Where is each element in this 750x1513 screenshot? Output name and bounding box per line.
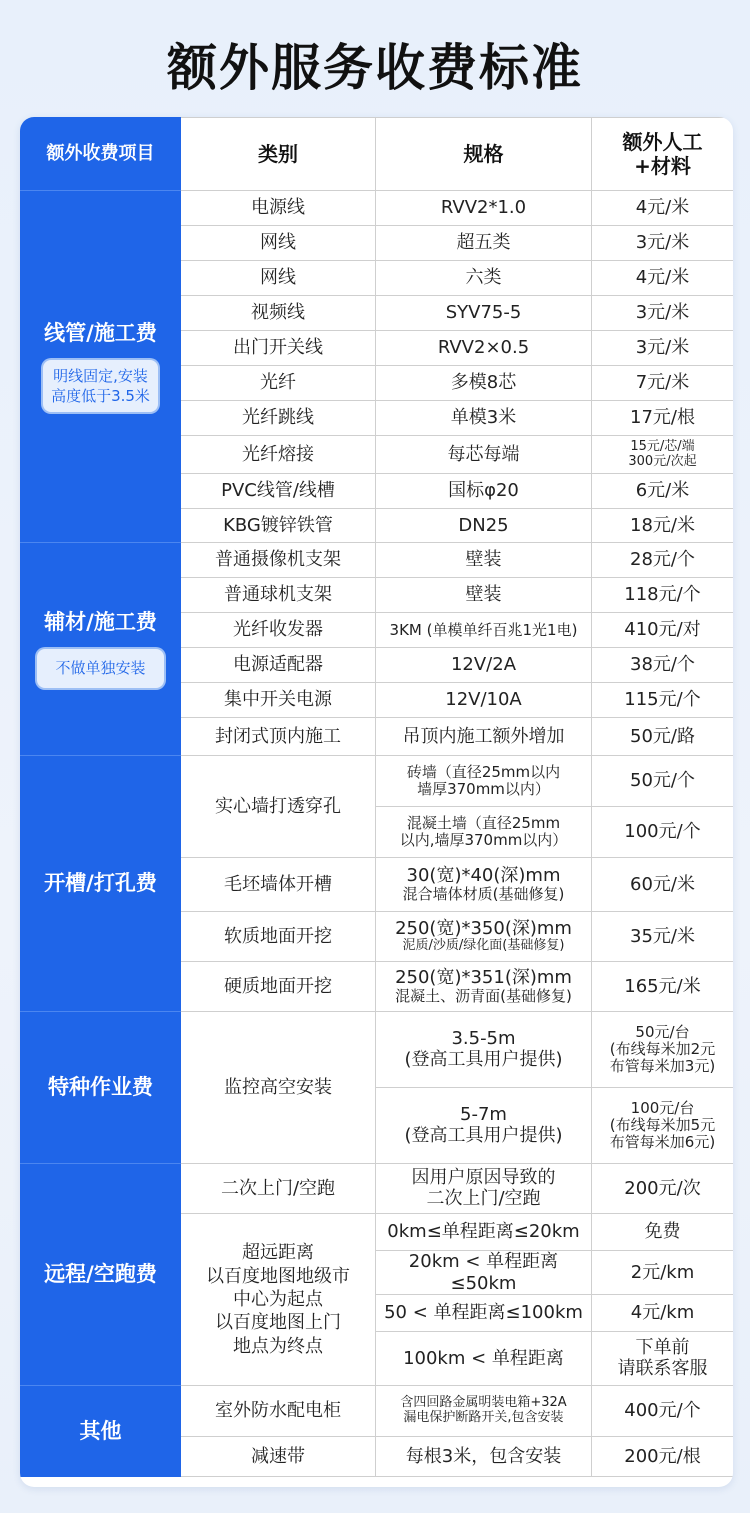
cell-spec: SYV75-5 bbox=[376, 296, 592, 331]
cell-price: 35元/米 bbox=[592, 912, 734, 962]
cell-spec: RVV2×0.5 bbox=[376, 331, 592, 366]
table-header-row bbox=[21, 118, 734, 191]
cell-category: 二次上门/空跑 bbox=[181, 1164, 376, 1214]
cell-spec bbox=[376, 912, 592, 962]
cell-category: 软质地面开挖 bbox=[181, 912, 376, 962]
section-other bbox=[21, 1386, 181, 1477]
fee-table bbox=[20, 117, 733, 1477]
cell-price: 17元/根 bbox=[592, 401, 734, 436]
cell-category: 光纤跳线 bbox=[181, 401, 376, 436]
cell-spec: 20km < 单程距离≤50km bbox=[376, 1251, 592, 1295]
cell-price: 4元/km bbox=[592, 1295, 734, 1332]
cell-spec: 每根3米，包含安装 bbox=[376, 1437, 592, 1477]
cell-spec bbox=[376, 858, 592, 912]
spec-sub: 混凝土、沥青面(基础修复) bbox=[395, 987, 572, 1006]
cell-price: 7元/米 bbox=[592, 366, 734, 401]
cell-spec: 0km≤单程距离≤20km bbox=[376, 1214, 592, 1251]
cell-price: 4元/米 bbox=[592, 261, 734, 296]
cell-price: 3元/米 bbox=[592, 296, 734, 331]
cell-price: 400元/个 bbox=[592, 1386, 734, 1437]
cell-spec: 12V/2A bbox=[376, 648, 592, 683]
cell-category: 集中开关电源 bbox=[181, 683, 376, 718]
table-row bbox=[21, 543, 734, 578]
cell-price: 50元/路 bbox=[592, 718, 734, 756]
table-row bbox=[21, 1386, 734, 1437]
cell-spec: 超五类 bbox=[376, 226, 592, 261]
section-note: 不做单独安装 bbox=[37, 649, 163, 687]
cell-price: 200元/次 bbox=[592, 1164, 734, 1214]
cell-category: 光纤 bbox=[181, 366, 376, 401]
spec-main: 30(宽)*40(深)mm bbox=[406, 864, 561, 886]
cell-category: 普通球机支架 bbox=[181, 578, 376, 613]
cell-price: 410元/对 bbox=[592, 613, 734, 648]
cell-spec: 多模8芯 bbox=[376, 366, 592, 401]
page-title: 额外服务收费标准 bbox=[167, 39, 583, 97]
cell-price: 3元/米 bbox=[592, 331, 734, 366]
cell-spec: 混凝土墙（直径25mm 以内,墙厚370mm以内） bbox=[376, 807, 592, 858]
cell-category: 毛坯墙体开槽 bbox=[181, 858, 376, 912]
section-name: 线管/施工费 bbox=[44, 320, 157, 345]
cell-category: 减速带 bbox=[181, 1437, 376, 1477]
cell-category: 网线 bbox=[181, 226, 376, 261]
cell-price: 38元/个 bbox=[592, 648, 734, 683]
cell-price: 免费 bbox=[592, 1214, 734, 1251]
section-special bbox=[21, 1012, 181, 1164]
fee-table-card bbox=[20, 117, 733, 1487]
cell-price: 4元/米 bbox=[592, 191, 734, 226]
cell-category: 监控高空安装 bbox=[181, 1012, 376, 1164]
spec-sub: 泥质/沙质/绿化面(基础修复) bbox=[402, 938, 565, 954]
cell-spec: 砖墙（直径25mm以内 墙厚370mm以内） bbox=[376, 756, 592, 807]
header-spec: 规格 bbox=[376, 118, 592, 191]
section-wiring bbox=[21, 191, 181, 543]
table-row bbox=[21, 756, 734, 807]
cell-price: 2元/km bbox=[592, 1251, 734, 1295]
header-category: 类别 bbox=[181, 118, 376, 191]
spec-main: 250(宽)*350(深)mm bbox=[395, 917, 572, 939]
cell-price: 18元/米 bbox=[592, 509, 734, 543]
cell-price: 下单前 请联系客服 bbox=[592, 1332, 734, 1386]
cell-spec: 3KM (单模单纤百兆1光1电) bbox=[376, 613, 592, 648]
cell-price: 60元/米 bbox=[592, 858, 734, 912]
cell-spec: 12V/10A bbox=[376, 683, 592, 718]
cell-spec: 壁装 bbox=[376, 543, 592, 578]
cell-spec: RVV2*1.0 bbox=[376, 191, 592, 226]
cell-category: 室外防水配电柜 bbox=[181, 1386, 376, 1437]
table-row bbox=[21, 191, 734, 226]
section-name: 其他 bbox=[79, 1418, 122, 1443]
cell-spec bbox=[376, 962, 592, 1012]
cell-price: 50元/个 bbox=[592, 756, 734, 807]
cell-category: 普通摄像机支架 bbox=[181, 543, 376, 578]
section-name: 远程/空跑费 bbox=[44, 1262, 157, 1286]
cell-category: PVC线管/线槽 bbox=[181, 474, 376, 509]
section-name: 开槽/打孔费 bbox=[44, 870, 157, 895]
cell-spec: 5-7m (登高工具用户提供) bbox=[376, 1088, 592, 1164]
cell-price: 118元/个 bbox=[592, 578, 734, 613]
cell-spec: 因用户原因导致的 二次上门/空跑 bbox=[376, 1164, 592, 1214]
cell-spec: 含四回路金属明装电箱+32A 漏电保护断路开关,包含安装 bbox=[376, 1386, 592, 1437]
cell-category: 超远距离 以百度地图地级市 中心为起点 以百度地图上门 地点为终点 bbox=[181, 1214, 376, 1386]
cell-price: 200元/根 bbox=[592, 1437, 734, 1477]
cell-price: 100元/台 (布线每米加5元 布管每米加6元) bbox=[592, 1088, 734, 1164]
cell-spec: 50 < 单程距离≤100km bbox=[376, 1295, 592, 1332]
cell-price: 50元/台 (布线每米加2元 布管每米加3元) bbox=[592, 1012, 734, 1088]
cell-category: 电源适配器 bbox=[181, 648, 376, 683]
cell-category: 光纤熔接 bbox=[181, 436, 376, 474]
cell-spec: 壁装 bbox=[376, 578, 592, 613]
cell-category: KBG镀锌铁管 bbox=[181, 509, 376, 543]
table-row bbox=[21, 1012, 734, 1088]
table-row bbox=[21, 1164, 734, 1214]
cell-price: 165元/米 bbox=[592, 962, 734, 1012]
cell-price: 3元/米 bbox=[592, 226, 734, 261]
cell-spec: 每芯每端 bbox=[376, 436, 592, 474]
cell-spec: 单模3米 bbox=[376, 401, 592, 436]
cell-spec: 吊顶内施工额外增加 bbox=[376, 718, 592, 756]
spec-main: 250(宽)*351(深)mm bbox=[395, 966, 572, 988]
cell-price: 28元/个 bbox=[592, 543, 734, 578]
cell-category: 硬质地面开挖 bbox=[181, 962, 376, 1012]
cell-category: 网线 bbox=[181, 261, 376, 296]
section-accessory bbox=[21, 543, 181, 756]
section-name: 特种作业费 bbox=[48, 1074, 153, 1099]
cell-price: 6元/米 bbox=[592, 474, 734, 509]
header-item: 额外收费项目 bbox=[21, 118, 181, 191]
cell-category: 实心墙打透穿孔 bbox=[181, 756, 376, 858]
cell-category: 封闭式顶内施工 bbox=[181, 718, 376, 756]
section-note: 明线固定,安装 高度低于3.5米 bbox=[43, 360, 158, 413]
spec-sub: 混合墙体材质(基础修复) bbox=[402, 885, 565, 904]
cell-spec: 3.5-5m (登高工具用户提供) bbox=[376, 1012, 592, 1088]
cell-spec: 100km < 单程距离 bbox=[376, 1332, 592, 1386]
cell-category: 视频线 bbox=[181, 296, 376, 331]
section-name: 辅材/施工费 bbox=[44, 610, 157, 635]
cell-category: 光纤收发器 bbox=[181, 613, 376, 648]
cell-category: 电源线 bbox=[181, 191, 376, 226]
cell-price: 15元/芯/端 300元/次起 bbox=[592, 436, 734, 474]
cell-category: 出门开关线 bbox=[181, 331, 376, 366]
section-remote bbox=[21, 1164, 181, 1386]
cell-spec: DN25 bbox=[376, 509, 592, 543]
cell-price: 115元/个 bbox=[592, 683, 734, 718]
section-drilling bbox=[21, 756, 181, 1012]
header-price: 额外人工 +材料 bbox=[592, 118, 734, 191]
cell-spec: 国标φ20 bbox=[376, 474, 592, 509]
cell-price: 100元/个 bbox=[592, 807, 734, 858]
cell-spec: 六类 bbox=[376, 261, 592, 296]
